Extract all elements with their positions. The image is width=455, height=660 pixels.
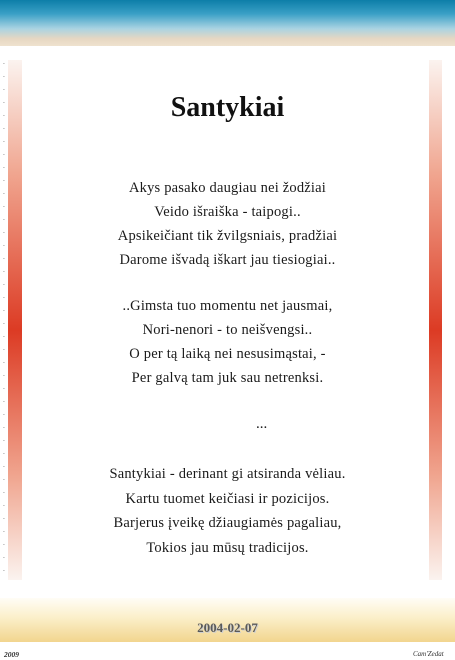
poem-line: Barjerus įveikę džiaugiamės pagaliau, <box>113 515 342 531</box>
top-gradient-band <box>0 0 455 46</box>
stanza-1 <box>0 176 455 272</box>
left-margin-decoration: · · · · · · · · · · · · · · · · · · · · · · · · · · · · · · · · · · · · · · · · <box>3 61 5 575</box>
poem-line: Veido išraiška - taipogi.. <box>154 204 301 220</box>
poem-line: Per galvą tam juk sau netrenksi. <box>131 370 324 386</box>
stanza-separator: ... <box>256 416 268 432</box>
copyright-year: 2009 <box>4 650 19 659</box>
bottom-strip <box>0 642 455 660</box>
poem-line: ..Gimsta tuo momentu net jausmai, <box>122 298 333 314</box>
poem-line: Akys pasako daugiau nei žodžiai <box>128 180 327 196</box>
poem-line: Tokios jau mūsų tradicijos. <box>146 539 309 556</box>
poem-body-top <box>0 176 455 412</box>
stanza-2 <box>0 294 455 390</box>
author-signature: Cam'Zedat <box>413 650 444 658</box>
poem-line: Darome išvadą iškart jau tiesiogiai.. <box>119 252 336 268</box>
poem-line: Santykiai - derinant gi atsiranda vėliau. <box>109 466 346 482</box>
poem-line: Nori-nenori - to neišvengsi.. <box>142 322 313 338</box>
poem-line: Kartu tuomet keičiasi ir pozicijos. <box>125 490 330 507</box>
stanza-3 <box>0 462 455 560</box>
poem-title: Santykiai <box>170 92 285 123</box>
poem-line: O per tą laiką nei nesusimąstai, - <box>129 346 326 362</box>
poem-date: 2004-02-07 <box>197 620 258 635</box>
poem-line: Apsikeičiant tik žvilgsniais, pradžiai <box>117 228 338 244</box>
